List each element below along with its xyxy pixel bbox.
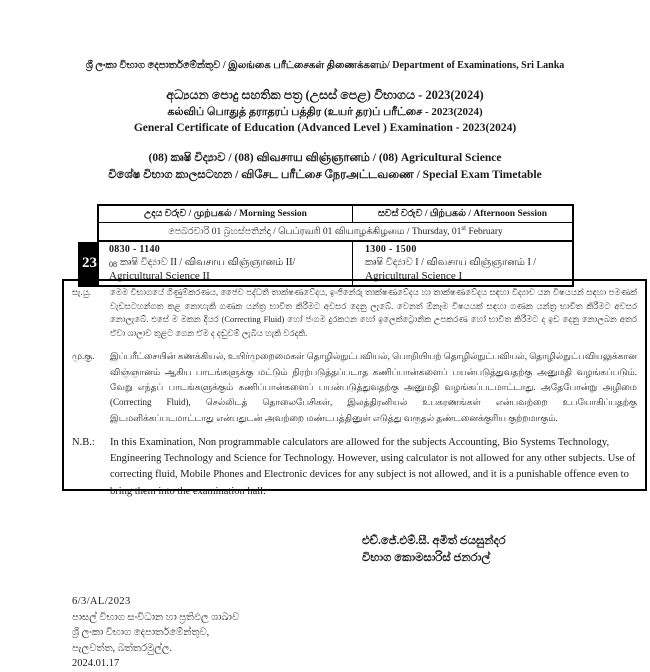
exam-date-text: පෙබරවාරි 01 බ්‍රහස්පතින්දා / பெப்ரவரி 01 வியாழக்கிழமை / Thursday, 01 — [168, 227, 462, 238]
signature-block — [362, 533, 506, 567]
morning-session-label: උදය වරුව / முற்பகல் / Morning Session — [144, 209, 307, 219]
afternoon-session-header — [353, 206, 572, 222]
signatory-name: එච්.ජේ.එම්.සී. අමිත් ජයසුන්දර — [362, 535, 506, 547]
row-number-cell: 23 — [80, 242, 99, 285]
morning-time: 0830 - 1140 — [109, 244, 161, 256]
issue-date: 2024.01.17 — [72, 658, 120, 669]
exam-date-month: February — [466, 227, 503, 238]
morning-subject-native: කෘෂි විද්‍යාව II / விவசாய விஞ்ஞானம் II/ — [120, 257, 296, 269]
afternoon-session-label: සවස් වරුව / பிற்பகல் / Afternoon Session — [377, 209, 548, 219]
exam-title-english: General Certificate of Education (Advanced Level ) Examination - 2023(2024) — [133, 122, 517, 134]
note-sinhala-label: සැ.යු. — [72, 287, 91, 297]
note-tamil-text: இப்பரீட்சையின் கணக்கியல், உயிர்முறைமைகள் தொழில்நுட்பவியல், பொறியியற் தொழில்நுட்பவியல், தொழில்நுட்பவியலுக்கான விஞ்ஞானம் ஆகிய பாடங்களுக்கு மட்டும் நிரற்படுத்தப்படாத கணிப்பான்களைப் பயன்படுத்துவதற்கு அனுமதி வழங்கப்படும். வேறு எந்தப் பாடங்களுக்கும் கணிப்பான்களைப் பயன்படுத்துவதற்கு அனுமதி வழங்கப்படமாட்டாது. அதேபோன்று அழிமை (Correcting Fluid), செல்லிடத் தொலைபேசிகள், இலத்திரனியல் உபகரணங்கள் என்பவற்றை உபயோகிப்பதற்கு இடமளிக்கப்படமாட்டாது என்பதுடன் அவற்றை மண்டபத்தினுள் எடுத்து வருதல் தண்டனைக்குரிய குற்றமாகும். — [110, 351, 637, 423]
note-sinhala-text: මෙම විභාගයේ ගිණුම්කරණය, ජෛව පද්ධති තාක්ෂණවේදය, ඉංජිනේරු තාක්ෂණවේදය හා තාක්ෂණවේදය සඳහා විද්‍යාව යන විෂයයන් සඳහා පමණක් වැඩසටහන්ගත කළ නොහැකි ගණක යන්ත්‍ර භාවිත කිරීමට අවසර දෙනු ලැබේ. වෙනත් ඕනෑම විෂයයක් සඳහා ගණක යන්ත්‍ර භාවිත කිරීමට අවසර නොලැබේ. එසේ ම මකන දියර (Correcting Fluid) හෝ ජංගම දුරකථන හෝ ඉලෙක්ට්‍රොනික උපකරණ හෝ භාවිත කිරීමට ද ඉඩ දෙනු නොලබන අතර ඒවා ශාලාව තුළට ගෙන ඒම ද දඬුවම් ලැබිය හැකි වරදකි. — [110, 287, 637, 338]
special-timetable-title: විශේෂ විභාග කාලසටහන / விசேட பரீட்சை நேரஅட்டவணை / Special Exam Timetable — [108, 169, 542, 181]
afternoon-subject-english: Agricultural Science I — [365, 270, 463, 283]
note-sinhala — [70, 286, 637, 340]
department-header-line: ශ්‍රී ලංකා විභාග දෙපාර්තමේන්තුව / இலங்கை பரீட்சைகள் திணைக்களம்/ Department of Examinations, Sri Lanka — [85, 60, 565, 71]
note-tamil — [70, 349, 637, 425]
notes-box — [62, 279, 647, 497]
morning-session-header — [99, 206, 353, 222]
footer-block — [72, 594, 239, 672]
date-ordinal-superscript: st — [461, 224, 467, 232]
note-english-text: In this Examination, Non programmable calculators are allowed for the subjects Accounting, Bio Systems Technology, Engineering Technology and Science for Technology. However, using calculator is not allowed for any other subjects. Use of correcting fluid, Mobile Phones and Electronic devices for any subject is not allowed, and it is a punishable offence even to bring them into the examination hall. — [110, 436, 636, 497]
reference-number: 6/3/AL/2023 — [72, 596, 131, 607]
note-tamil-label: மு.கு. — [72, 351, 95, 362]
afternoon-time: 1300 - 1500 — [365, 244, 417, 256]
exam-title-sinhala: අධ්‍යයන පොදු සහතික පත්‍ර (උසස් පෙළ) විභාගය - 2023(2024) — [166, 88, 484, 102]
subject-line: (08) කෘෂි විද්‍යාව / (08) விவசாய விஞ்ஞானம் / (08) Agricultural Science — [148, 152, 502, 164]
subject-code: 08 — [109, 260, 117, 270]
afternoon-subject-native: කෘෂි විද්‍යාව I / விவசாய விஞ்ஞானம் I / — [365, 257, 537, 269]
note-english — [70, 435, 637, 500]
note-english-label: N.B.: — [72, 436, 95, 448]
exam-date-row — [99, 223, 572, 240]
exam-title-tamil: கல்விப் பொதுத் தராதரப் பத்திர (உயர் தர)ப் பரீட்சை - 2023(2024) — [167, 106, 483, 118]
exam-timetable — [78, 204, 574, 287]
morning-subject-english: Agricultural Science II — [109, 270, 210, 283]
footer-branch-line: පාසල් විභාග සංවිධාන හා ප්‍රතිඵල ශාඛාව — [72, 611, 240, 623]
footer-department-line: ශ්‍රී ලංකා විභාග දෙපාර්තමේන්තුව, — [72, 627, 210, 638]
footer-address-line: පැලවත්ත, බත්තරමුල්ල. — [72, 642, 172, 654]
signatory-title: විභාග කොමසාරිස් ජනරාල් — [362, 552, 491, 564]
timetable-header-block — [97, 204, 574, 242]
